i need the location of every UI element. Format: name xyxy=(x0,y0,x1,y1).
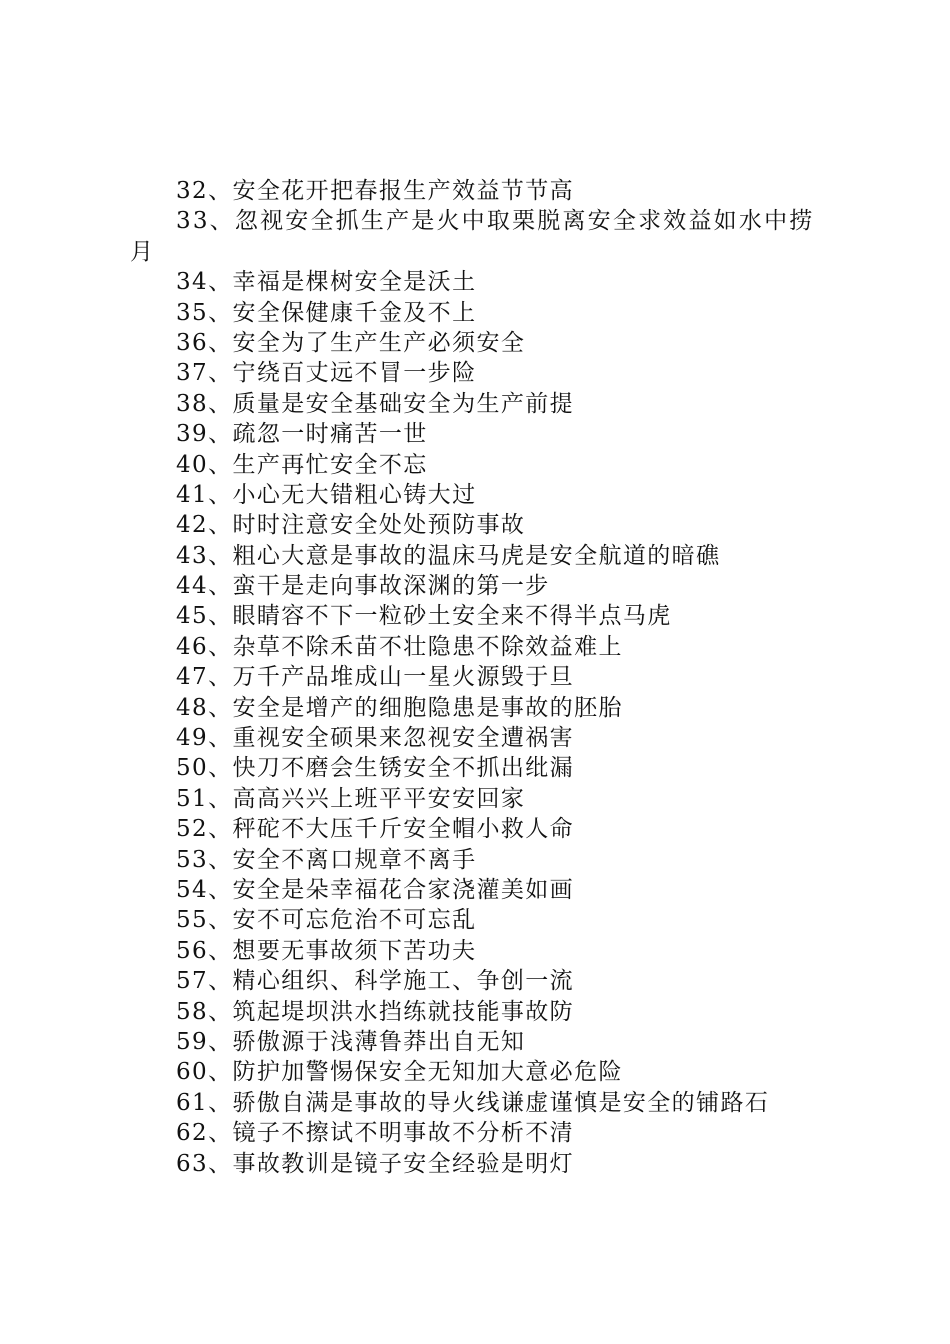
list-item: 56、想要无事故须下苦功夫 xyxy=(176,937,477,964)
list-item: 49、重视安全硕果来忽视安全遭祸害 xyxy=(176,725,575,752)
list-item: 53、安全不离口规章不离手 xyxy=(176,846,477,873)
list-item: 51、高高兴兴上班平平安安回家 xyxy=(176,785,526,812)
list-item: 34、幸福是棵树安全是沃土 xyxy=(176,269,477,296)
list-item: 58、筑起堤坝洪水挡练就技能事故防 xyxy=(176,998,575,1025)
slogan-list xyxy=(130,176,830,1179)
list-item: 43、粗心大意是事故的温床马虎是安全航道的暗礁 xyxy=(176,542,721,569)
list-item: 44、蛮干是走向事故深渊的第一步 xyxy=(176,573,550,600)
list-item: 45、眼睛容不下一粒砂土安全来不得半点马虎 xyxy=(176,603,672,630)
list-item: 38、质量是安全基础安全为生产前提 xyxy=(176,390,575,417)
list-item: 40、生产再忙安全不忘 xyxy=(176,451,428,478)
list-item: 33、忽视安全抓生产是火中取栗脱离安全求效益如水中捞 xyxy=(176,208,815,235)
list-item: 55、安不可忘危治不可忘乱 xyxy=(176,907,477,934)
list-item: 50、快刀不磨会生锈安全不抓出纰漏 xyxy=(176,755,575,782)
list-item: 61、骄傲自满是事故的导火线谦虚谨慎是安全的铺路石 xyxy=(176,1089,770,1116)
list-item: 47、万千产品堆成山一星火源毁于旦 xyxy=(176,664,575,691)
list-item: 39、疏忽一时痛苦一世 xyxy=(176,421,428,448)
list-item: 57、精心组织、科学施工、争创一流 xyxy=(176,968,575,995)
list-item: 62、镜子不擦试不明事故不分析不清 xyxy=(176,1120,575,1147)
list-item: 59、骄傲源于浅薄鲁莽出自无知 xyxy=(176,1028,526,1055)
list-item: 36、安全为了生产生产必须安全 xyxy=(176,329,526,356)
list-item: 52、秤砣不大压千斤安全帽小救人命 xyxy=(176,816,575,843)
list-item: 32、安全花开把春报生产效益节节高 xyxy=(176,178,575,204)
list-item: 42、时时注意安全处处预防事故 xyxy=(176,512,526,539)
list-item: 37、宁绕百丈远不冒一步险 xyxy=(176,360,477,387)
list-item: 54、安全是朵幸福花合家浇灌美如画 xyxy=(176,876,575,903)
list-item: 35、安全保健康千金及不上 xyxy=(176,299,477,326)
list-item: 63、事故教训是镜子安全经验是明灯 xyxy=(176,1150,575,1177)
list-item: 60、防护加警惕保安全无知加大意必危险 xyxy=(176,1059,623,1086)
list-item: 48、安全是增产的细胞隐患是事故的胚胎 xyxy=(176,694,623,721)
list-item-continuation: 月 xyxy=(130,238,155,265)
list-item: 41、小心无大错粗心铸大过 xyxy=(176,481,477,508)
list-item: 46、杂草不除禾苗不壮隐患不除效益难上 xyxy=(176,633,623,660)
